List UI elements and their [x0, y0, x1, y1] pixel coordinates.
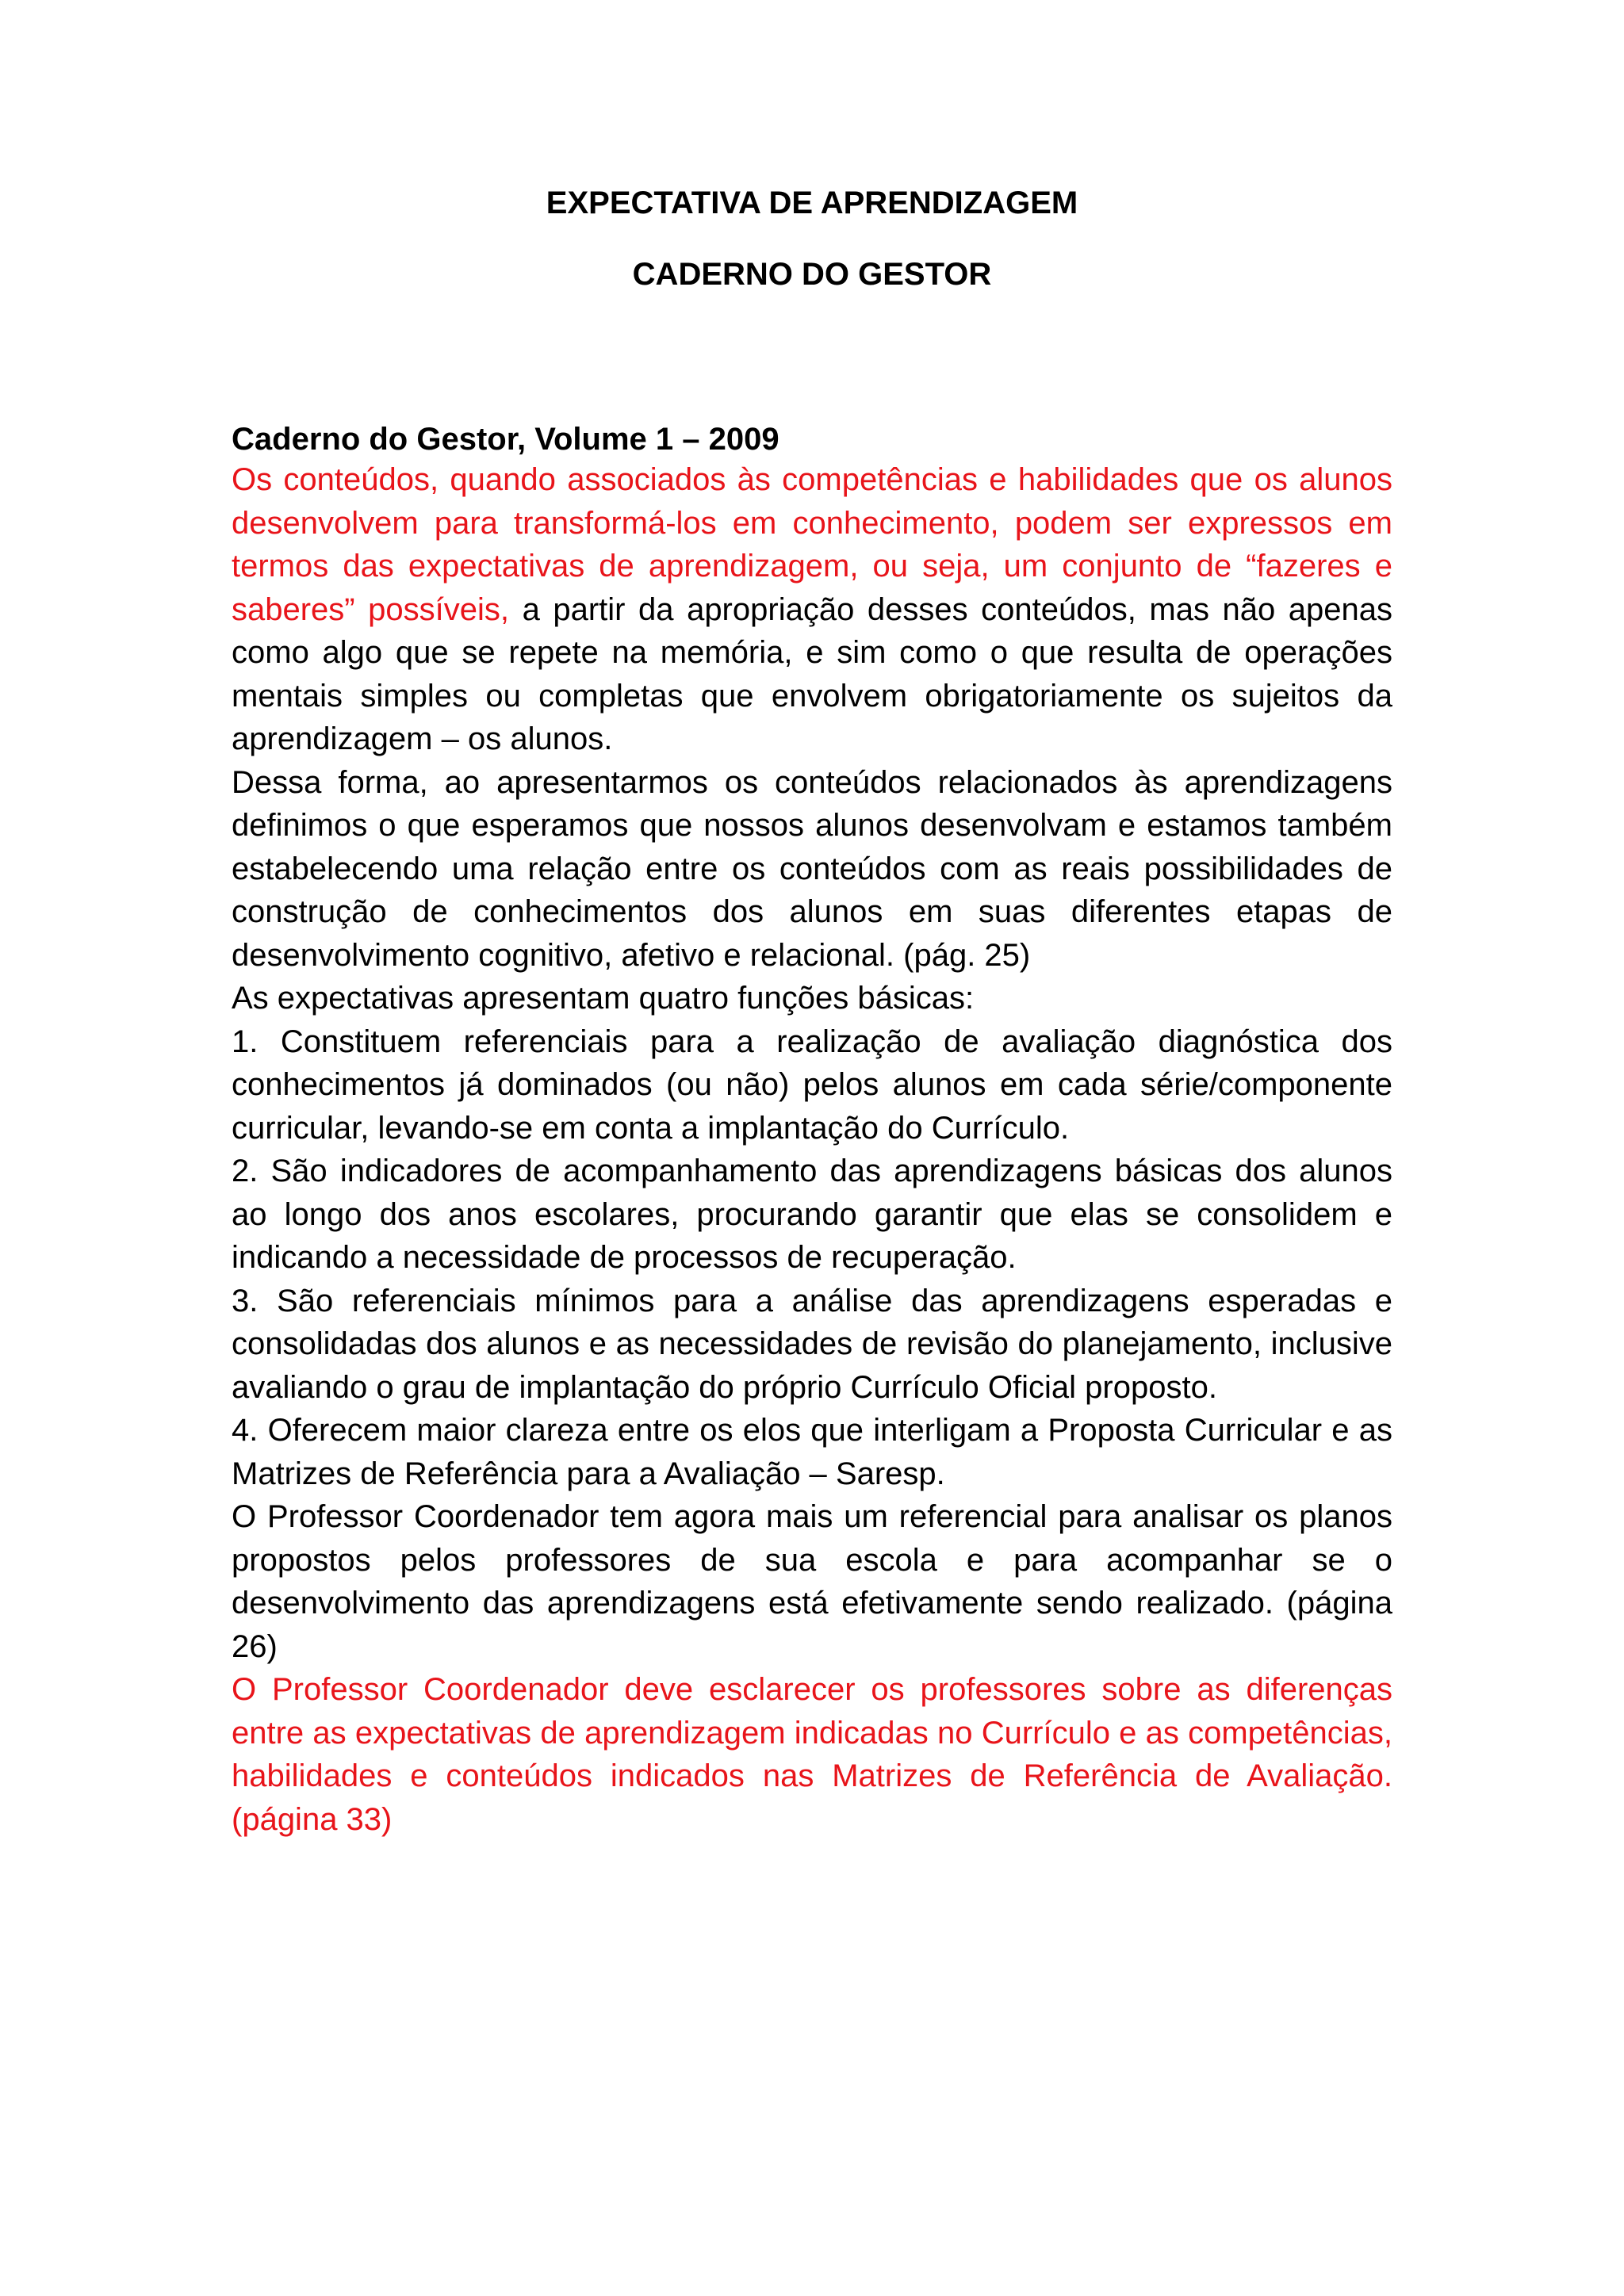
- list-item-function-3: 3. São referenciais mínimos para a análise das aprendizagens esperadas e consolidadas dos alunos e as necessidades de revisão do planejamento, inclusive avaliando o grau de implantação do próprio Currículo Oficial proposto.: [232, 1283, 1392, 1405]
- document-title: EXPECTATIVA DE APRENDIZAGEM: [546, 186, 1078, 220]
- paragraph-functions-intro: As expectativas apresentam quatro funções básicas:: [232, 981, 975, 1016]
- list-item-function-1: 1. Constituem referenciais para a realização de avaliação diagnóstica dos conhecimentos já dominados (ou não) pelos alunos em cada série/componente curricular, levando-se em conta a implantação do Currículo.: [232, 1024, 1392, 1146]
- paragraph-intro-highlight: Os conteúdos, quando associados às competências e habilidades que os alunos desenvolvem para transformá-los em conhecimento, podem ser expressos em termos das expectativas de aprendizagem, ou seja, um conjunto de “fazeres e saberes” possíveis,: [232, 462, 1392, 627]
- list-item-function-2: 2. São indicadores de acompanhamento das aprendizagens básicas dos alunos ao longo dos anos escolares, procurando garantir que elas se consolidem e indicando a necessidade de processos de recuperação.: [232, 1154, 1392, 1275]
- section-heading: Caderno do Gestor, Volume 1 – 2009: [232, 422, 779, 457]
- list-item-function-4: 4. Oferecem maior clareza entre os elos que interligam a Proposta Curricular e as Matrizes de Referência para a Avaliação – Saresp.: [232, 1413, 1392, 1491]
- paragraph-intro-rest: a partir da apropriação desses conteúdos, mas não apenas como algo que se repete na memória, e sim como o que resulta de operações mentais simples ou completas que envolvem obrigatoriamente os sujeitos da aprendizagem – os alunos.: [232, 591, 1393, 756]
- paragraph-definition: Dessa forma, ao apresentarmos os conteúdos relacionados às aprendizagens definimos o que esperamos que nossos alunos desenvolvam e estamos também estabelecendo uma relação entre os conteúdos com as reais possibilidades de construção de conhecimentos dos alunos em suas diferentes etapas de desenvolvimento cognitivo, afetivo e relacional. (pág. 25): [232, 764, 1392, 973]
- paragraph-coordinator-highlight: O Professor Coordenador deve esclarecer os professores sobre as diferenças entre as expectativas de aprendizagem indicadas no Currículo e as competências, habilidades e conteúdos indicados nas Matrizes de Referência de Avaliação. (página 33): [232, 1672, 1392, 1837]
- paragraph-coordinator: O Professor Coordenador tem agora mais um referencial para analisar os planos propostos pelos professores de sua escola e para acompanhar se o desenvolvimento das aprendizagens está efetivamente sendo realizado. (página 26): [232, 1499, 1392, 1664]
- document-body: [232, 184, 1392, 1841]
- paragraph-intro: [232, 458, 1392, 761]
- document-subtitle: CADERNO DO GESTOR: [632, 257, 992, 292]
